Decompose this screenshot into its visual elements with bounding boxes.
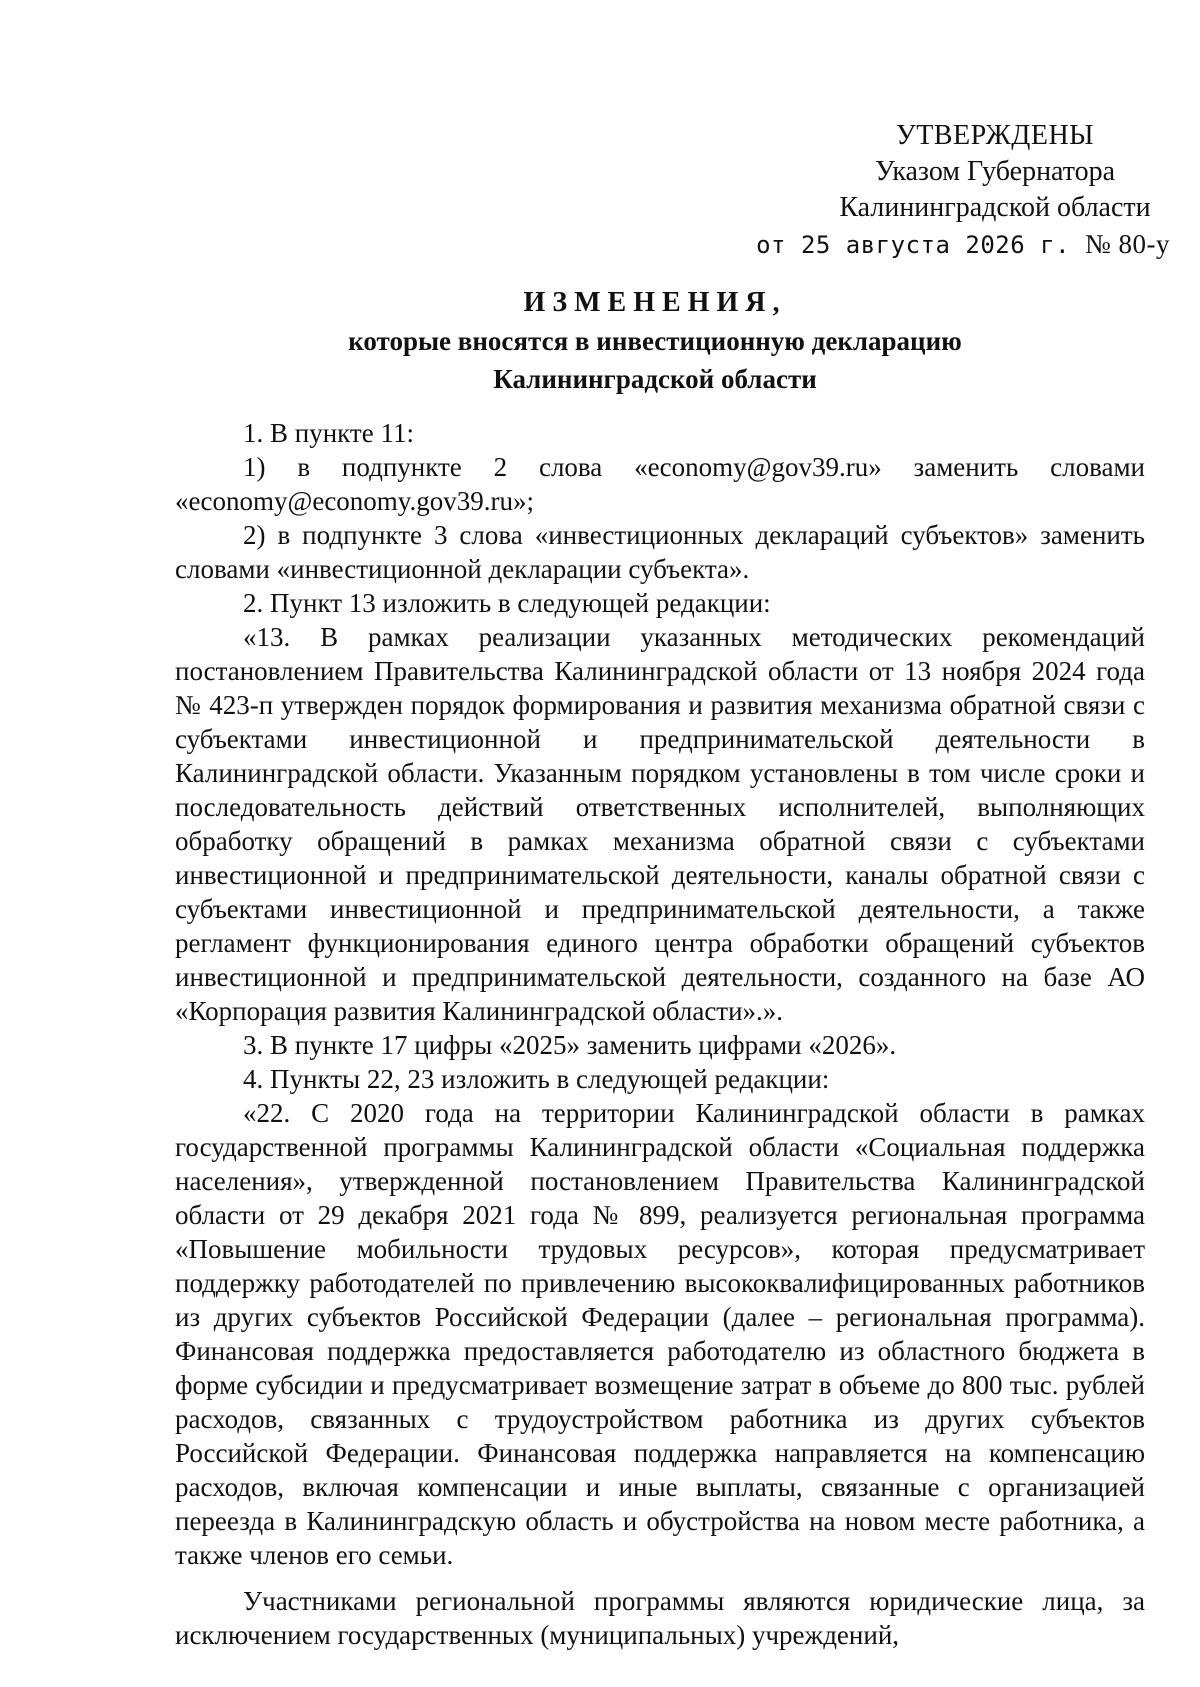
paragraph-item-1: 1. В пункте 11: <box>243 418 414 448</box>
approval-date-number <box>740 226 1170 263</box>
document-title <box>170 284 1140 398</box>
approval-date: от 25 августа 2026 г. <box>756 231 1071 259</box>
paragraph-item-2: 2. Пункт 13 изложить в следующей редакции: <box>243 588 771 618</box>
title-main: ИЗМЕНЕНИЯ, <box>523 287 787 318</box>
approval-number: № 80-у <box>1084 229 1170 259</box>
paragraph-item-3: 3. В пункте 17 цифры «2025» заменить цифрами «2026». <box>243 1030 897 1060</box>
document-body <box>175 416 1145 1652</box>
paragraph-point-13: «13. В рамках реализации указанных методических рекомендаций постановлением Правительства Калининградской области от 13 ноября 2024 года № 423-п утвержден порядок формирования и развития механизма обратной связи с субъектами инвестиционной и предпринимательской деятельности в Калининградской области. Указанным порядком установлены в том числе сроки и последовательность действий ответственных исполнителей, выполняющих обработку обращений в рамках механизма обратной связи с субъектами инвестиционной и предпринимательской деятельности, каналы обратной связи с субъектами инвестиционной и предпринимательской деятельности, а также регламент функционирования единого центра обработки обращений субъектов инвестиционной и предпринимательской деятельности, созданного на базе АО «Корпорация развития Калининградской области».». <box>175 622 1145 1026</box>
paragraph-item-4: 4. Пункты 22, 23 изложить в следующей редакции: <box>243 1064 830 1094</box>
title-subtitle-2: Калининградской области <box>493 364 817 394</box>
paragraph-subitem-1: 1) в подпункте 2 слова «economy@gov39.ru» заменить словами «economy@economy.gov39.ru»; <box>175 452 1145 516</box>
approval-authority: Указом Губернатора <box>874 156 1116 187</box>
paragraph-participants: Участниками региональной программы являются юридические лица, за исключением государственных (муниципальных) учреждений, <box>175 1586 1145 1650</box>
approval-stamp <box>755 118 1170 259</box>
approval-heading: УТВЕРЖДЕНЫ <box>895 120 1095 151</box>
title-subtitle-1: которые вносятся в инвестиционную декларацию <box>348 326 962 356</box>
paragraph-subitem-2: 2) в подпункте 3 слова «инвестиционных деклараций субъектов» заменить словами «инвестиционной декларации субъекта». <box>175 520 1145 584</box>
paragraph-point-22: «22. С 2020 года на территории Калининградской области в рамках государственной программы Калининградской области «Социальная поддержка населения», утвержденной постановлением Правительства Калининградской области от 29 декабря 2021 года № 899, реализуется региональная программа «Повышение мобильности трудовых ресурсов», которая предусматривает поддержку работодателей по привлечению высококвалифицированных работников из других субъектов Российской Федерации (далее – региональная программа). Финансовая поддержка предоставляется работодателю из областного бюджета в форме субсидии и предусматривает возмещение затрат в объеме до 800 тыс. рублей расходов, связанных с трудоустройством работника из других субъектов Российской Федерации. Финансовая поддержка направляется на компенсацию расходов, включая компенсации и иные выплаты, связанные с организацией переезда в Калининградскую область и обустройства на новом месте работника, а также членов его семьи. <box>175 1098 1145 1570</box>
approval-region: Калининградской области <box>839 192 1151 223</box>
